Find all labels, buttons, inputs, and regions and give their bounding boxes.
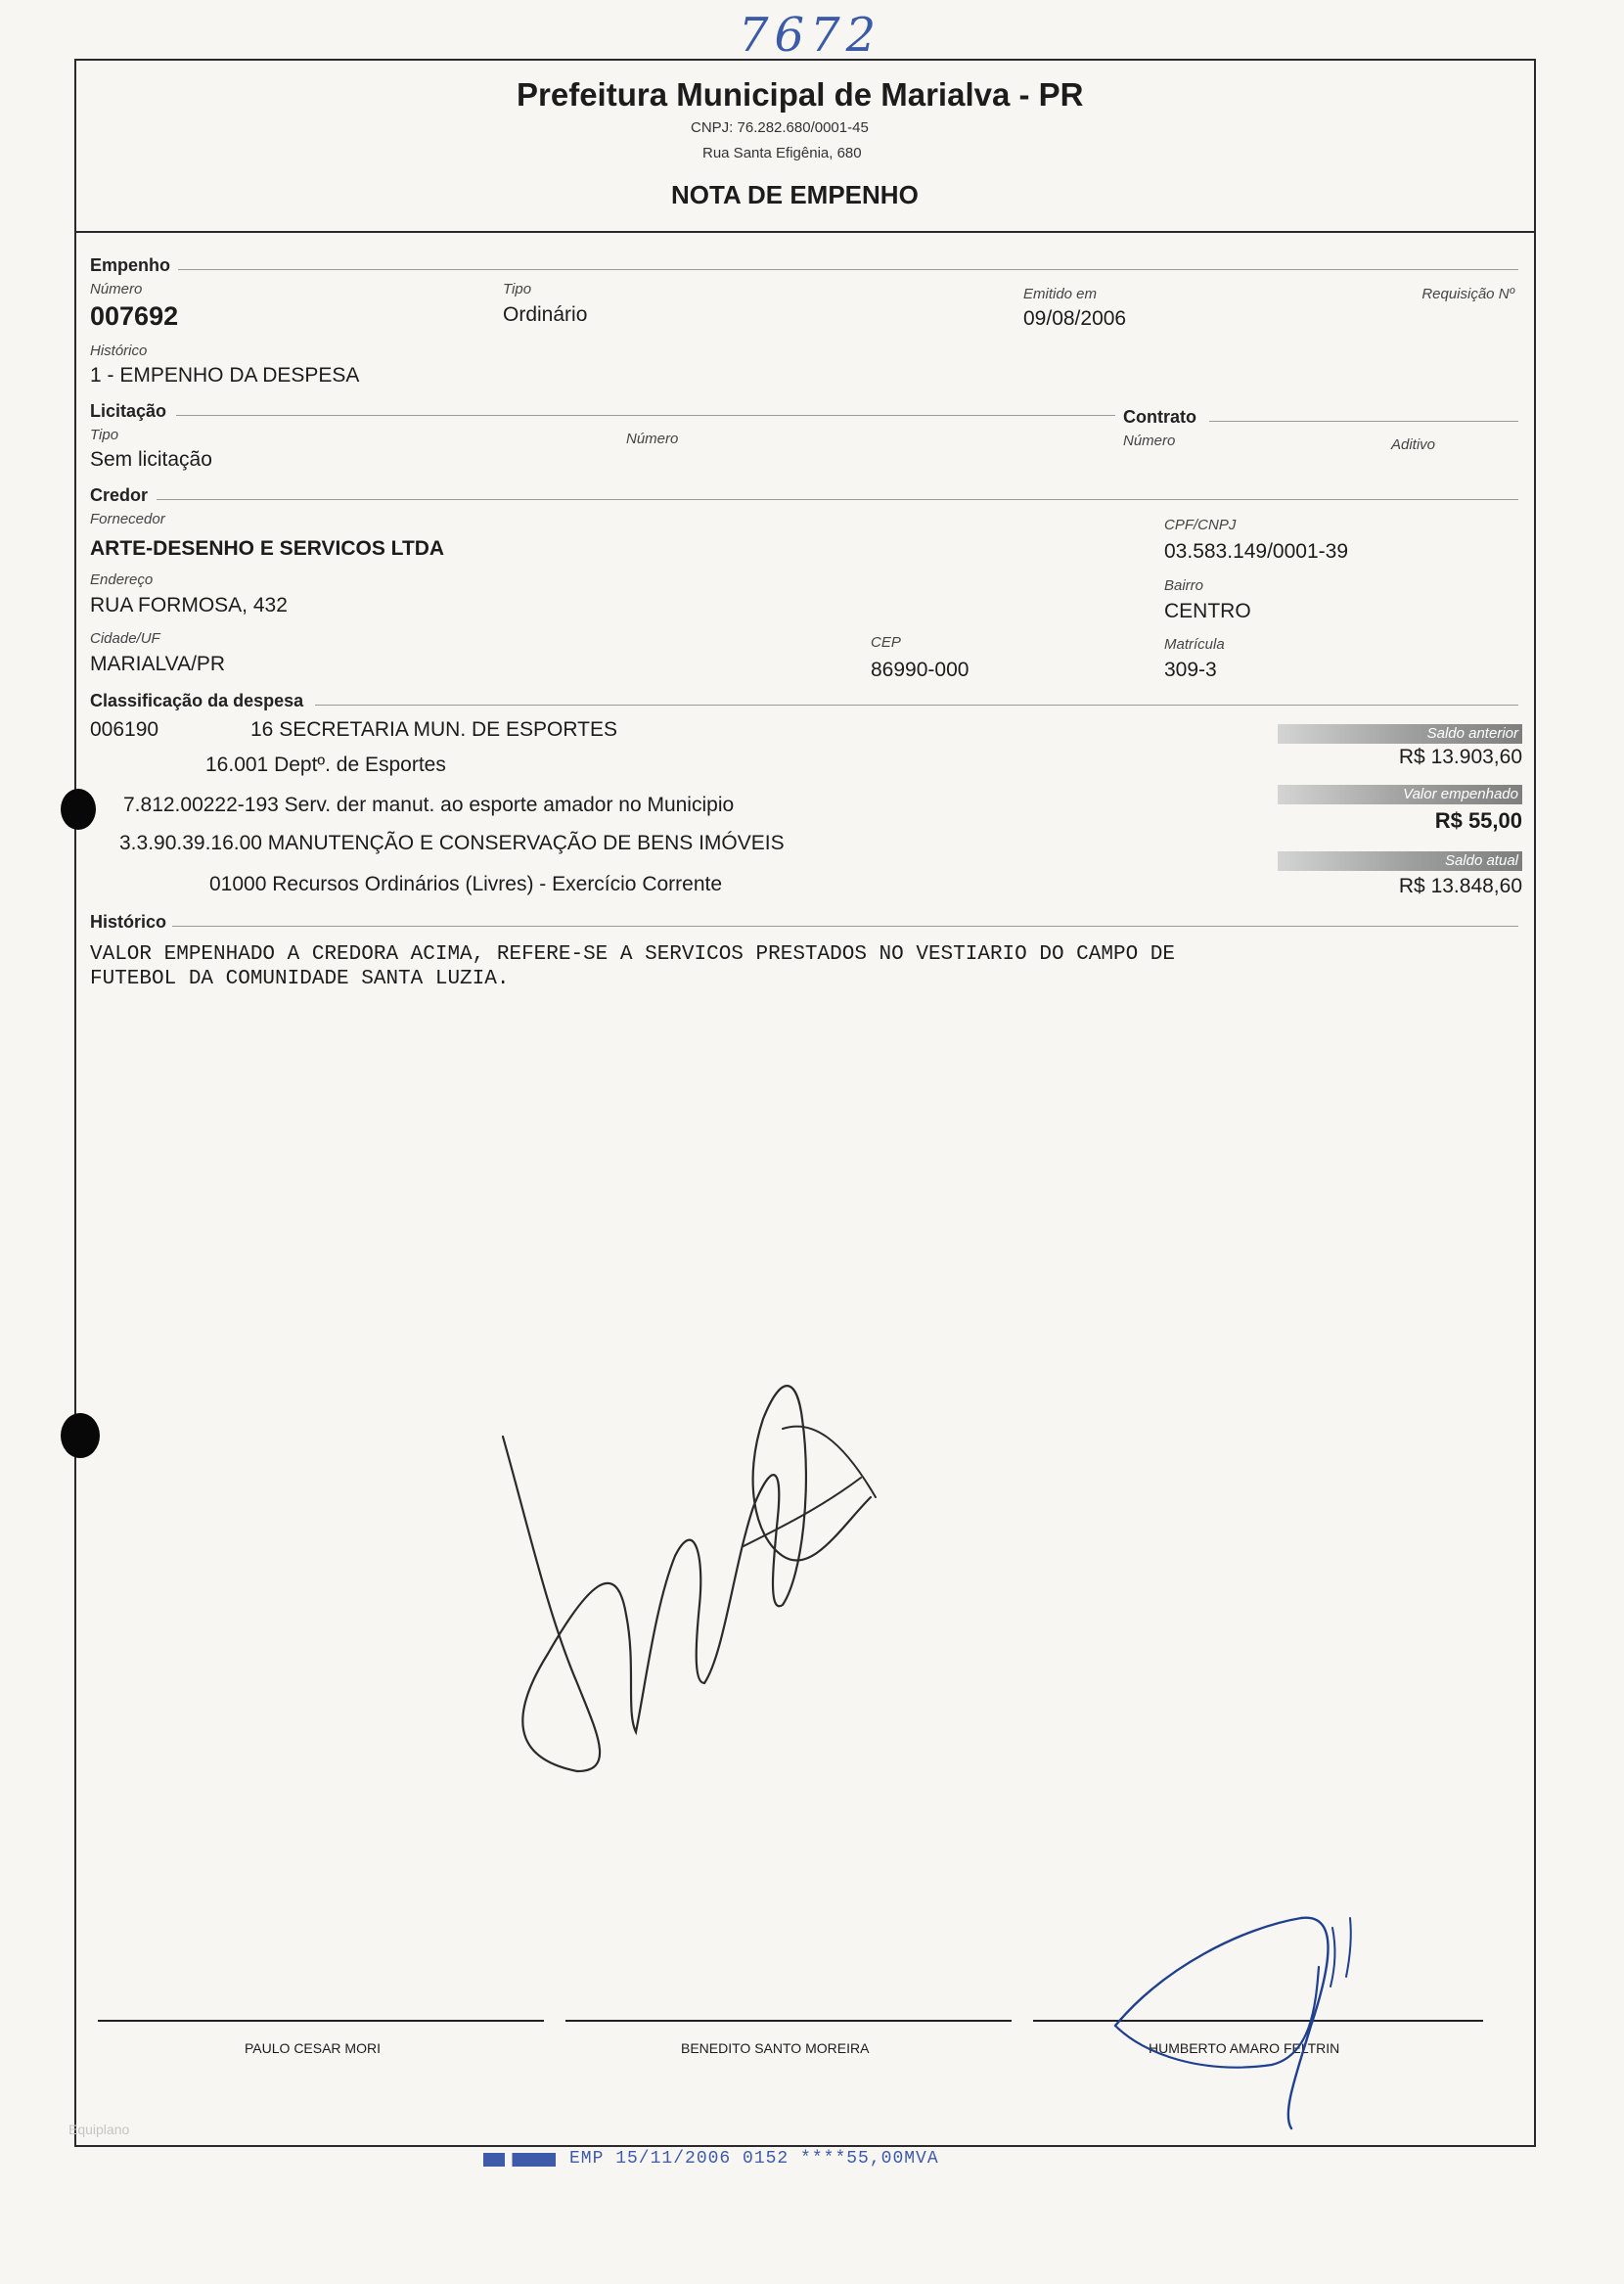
section-line	[178, 269, 1518, 270]
endereco-value: RUA FORMOSA, 432	[90, 594, 288, 617]
contrato-aditivo-label: Aditivo	[1391, 436, 1436, 453]
emitido-label: Emitido em	[1023, 286, 1098, 302]
contrato-numero-label: Número	[1123, 433, 1176, 449]
matricula-value: 309-3	[1164, 659, 1217, 681]
punch-hole	[61, 1413, 100, 1458]
handwritten-number: 7672	[739, 8, 882, 63]
saldo-anterior-bar	[1278, 724, 1522, 744]
saldo-atual-bar	[1278, 851, 1522, 871]
page-title: Prefeitura Municipal de Marialva - PR	[517, 76, 1084, 113]
endereco-label: Endereço	[90, 571, 154, 588]
section-licitacao: Licitação	[90, 401, 167, 421]
section-contrato: Contrato	[1123, 407, 1196, 427]
cidade-value: MARIALVA/PR	[90, 653, 226, 675]
saldo-anterior-label: Saldo anterior	[1426, 725, 1518, 742]
valor-empenhado-value: R$ 55,00	[1434, 808, 1522, 833]
signature-name-3: HUMBERTO AMARO FELTRIN	[1149, 2040, 1340, 2056]
signature-scribble	[1105, 1908, 1419, 2133]
signature-name-2: BENEDITO SANTO MOREIRA	[681, 2040, 870, 2056]
section-line	[176, 415, 1115, 416]
cpf-label: CPF/CNPJ	[1164, 517, 1237, 533]
section-credor: Credor	[90, 485, 149, 505]
emitido-date: 09/08/2006	[1023, 307, 1127, 330]
signature-scribble	[489, 1360, 880, 1791]
classificacao-programa: 7.812.00222-193 Serv. der manut. ao esporte amador no Municipio	[123, 794, 735, 816]
licitacao-numero-label: Número	[626, 431, 679, 447]
matricula-label: Matrícula	[1164, 636, 1225, 653]
header-divider	[74, 231, 1534, 233]
section-line	[157, 499, 1518, 500]
empenho-numero-label: Número	[90, 281, 143, 297]
section-line	[315, 705, 1518, 706]
historico-line-1: VALOR EMPENHADO A CREDORA ACIMA, REFERE-SE A SERVICOS PRESTADOS NO VESTIARIO DO CAMPO DE	[90, 943, 1175, 966]
requisicao-label: Requisição Nº	[1421, 286, 1514, 302]
section-historico: Histórico	[90, 912, 167, 932]
historico-line-2: FUTEBOL DA COMUNIDADE SANTA LUZIA.	[90, 968, 510, 990]
empenho-tipo-label: Tipo	[503, 281, 532, 297]
cidade-label: Cidade/UF	[90, 630, 160, 647]
cep-label: CEP	[871, 634, 901, 651]
empenho-tipo: Ordinário	[503, 303, 588, 326]
software-watermark: Equiplano	[68, 2122, 130, 2137]
licitacao-tipo: Sem licitação	[90, 448, 212, 471]
punch-hole	[61, 789, 96, 830]
classificacao-recurso: 01000 Recursos Ordinários (Livres) - Exercício Corrente	[209, 873, 723, 895]
bank-stamp-text: EMP 15/11/2006 0152 ****55,00MVA	[569, 2149, 939, 2169]
header-cnpj: CNPJ: 76.282.680/0001-45	[691, 119, 869, 136]
signature-name-1: PAULO CESAR MORI	[245, 2040, 381, 2056]
section-line	[1209, 421, 1518, 422]
licitacao-tipo-label: Tipo	[90, 427, 119, 443]
classificacao-secretaria: 16 SECRETARIA MUN. DE ESPORTES	[250, 718, 617, 741]
doc-title: NOTA DE EMPENHO	[671, 180, 919, 209]
valor-empenhado-bar	[1278, 785, 1522, 804]
section-classificacao: Classificação da despesa	[90, 691, 304, 710]
classificacao-departamento: 16.001 Deptº. de Esportes	[205, 754, 446, 776]
valor-empenhado-label: Valor empenhado	[1403, 786, 1518, 802]
signature-line-1	[98, 2020, 544, 2022]
classificacao-natureza: 3.3.90.39.16.00 MANUTENÇÃO E CONSERVAÇÃO DE BENS IMÓVEIS	[119, 832, 785, 854]
header-address: Rua Santa Efigênia, 680	[702, 145, 862, 161]
classificacao-code: 006190	[90, 718, 159, 741]
section-line	[172, 926, 1518, 927]
fornecedor-name: ARTE-DESENHO E SERVICOS LTDA	[90, 537, 445, 560]
saldo-atual-label: Saldo atual	[1444, 852, 1518, 869]
cpf-value: 03.583.149/0001-39	[1164, 540, 1349, 563]
cep-value: 86990-000	[871, 659, 970, 681]
bairro-label: Bairro	[1164, 577, 1204, 594]
empenho-numero: 007692	[90, 301, 179, 331]
empenho-historico: 1 - EMPENHO DA DESPESA	[90, 364, 360, 387]
empenho-historico-label: Histórico	[90, 343, 148, 359]
signature-line-2	[565, 2020, 1012, 2022]
bairro-value: CENTRO	[1164, 600, 1251, 622]
saldo-atual-value: R$ 13.848,60	[1398, 875, 1522, 897]
section-empenho: Empenho	[90, 255, 171, 275]
bank-stamp-mark	[483, 2153, 556, 2167]
fornecedor-label: Fornecedor	[90, 511, 165, 527]
saldo-anterior-value: R$ 13.903,60	[1398, 746, 1522, 768]
